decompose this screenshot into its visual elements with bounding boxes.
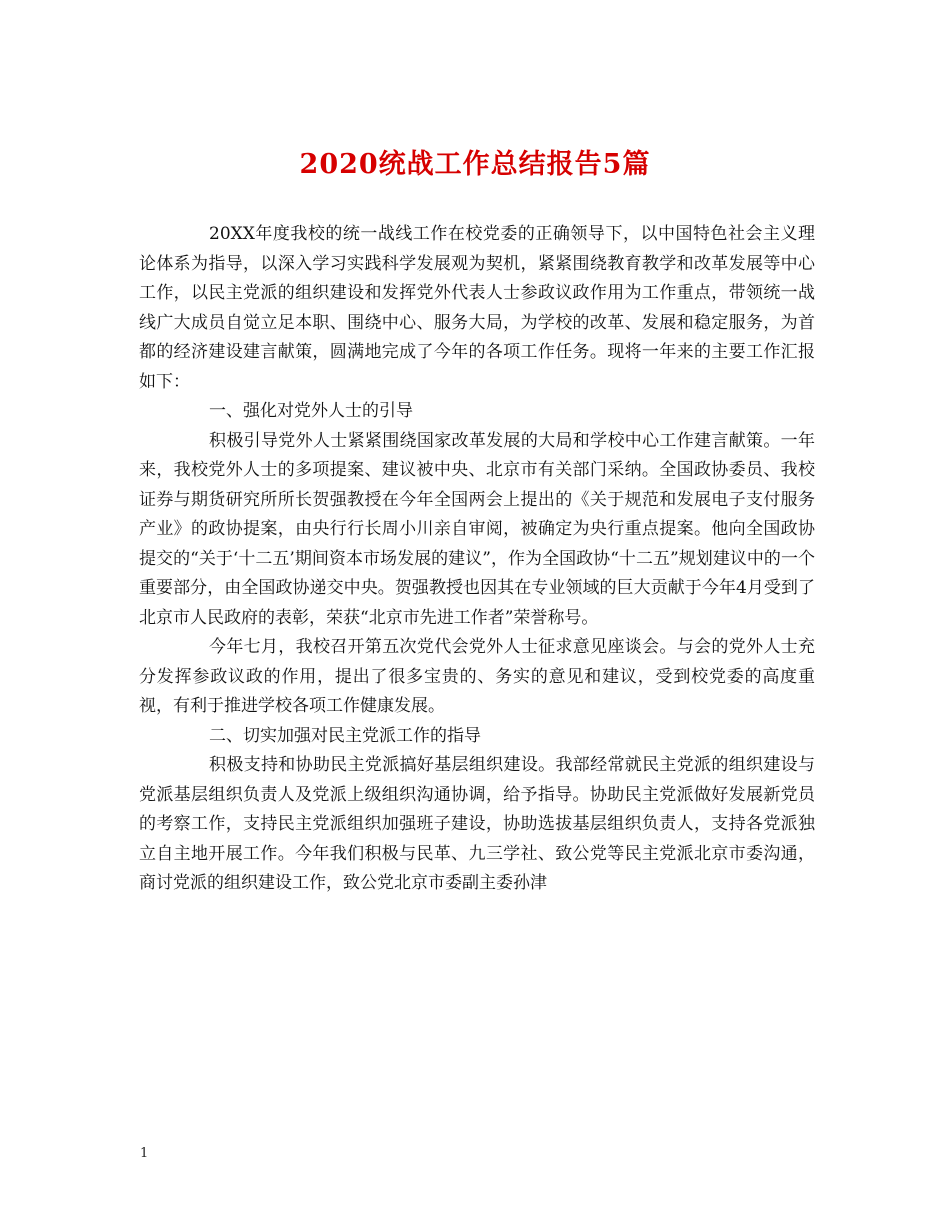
page-number: 1 [140, 1146, 149, 1161]
body-paragraph-1: 积极引导党外人士紧紧围绕国家改革发展的大局和学校中心工作建言献策。一年来，我校党外人士的多项提案、建议被中央、北京市有关部门采纳。全国政协委员、我校证券与期货研究所所长贺强教授在今年全国两会上提出的《关于规范和发展电子支付服务产业》的政协提案，由央行行长周小川亲自审阅，被确定为央行重点提案。他向全国政协提交的“关于‘十二五’期间资本市场发展的建议”，作为全国政协“十二五”规划建议中的一个重要部分，由全国政协递交中央。贺强教授也因其在专业领域的巨大贡献于今年4月受到了北京市人民政府的表彰，荣获“北京市先进工作者”荣誉称号。 [139, 430, 815, 628]
section-heading-1: 一、强化对党外人士的引导 [209, 401, 413, 421]
intro-paragraph: 20XX年度我校的统一战线工作在校党委的正确领导下，以中国特色社会主义理论体系为指导，以深入学习实践科学发展观为契机，紧紧围绕教育教学和改革发展等中心工作，以民主党派的组织建设和发挥党外代表人士参政议政作用为工作重点，带领统一战线广大成员自觉立足本职、围绕中心、服务大局，为学校的改革、发展和稳定服务，为首都的经济建设建言献策，圆满地完成了今年的各项工作任务。现将一年来的主要工作汇报如下： [139, 224, 815, 392]
body-paragraph-3: 积极支持和协助民主党派搞好基层组织建设。我部经常就民主党派的组织建设与党派基层组织负责人及党派上级组织沟通协调，给予指导。协助民主党派做好发展新党员的考察工作，支持民主党派组织加强班子建设，协助选拔基层组织负责人，支持各党派独立自主地开展工作。今年我们积极与民革、九三学社、致公党等民主党派北京市委沟通，商讨党派的组织建设工作，致公党北京市委副主委孙津 [139, 755, 815, 893]
section-heading-2: 二、切实加强对民主党派工作的指导 [209, 725, 481, 746]
body-paragraph-2: 今年七月，我校召开第五次党代会党外人士征求意见座谈会。与会的党外人士充分发挥参政议政的作用，提出了很多宝贵的、务实的意见和建议，受到校党委的高度重视，有利于推进学校各项工作健康发展。 [139, 637, 815, 716]
document-title: 2020统战工作总结报告5篇 [299, 149, 651, 180]
document-body [139, 220, 815, 899]
